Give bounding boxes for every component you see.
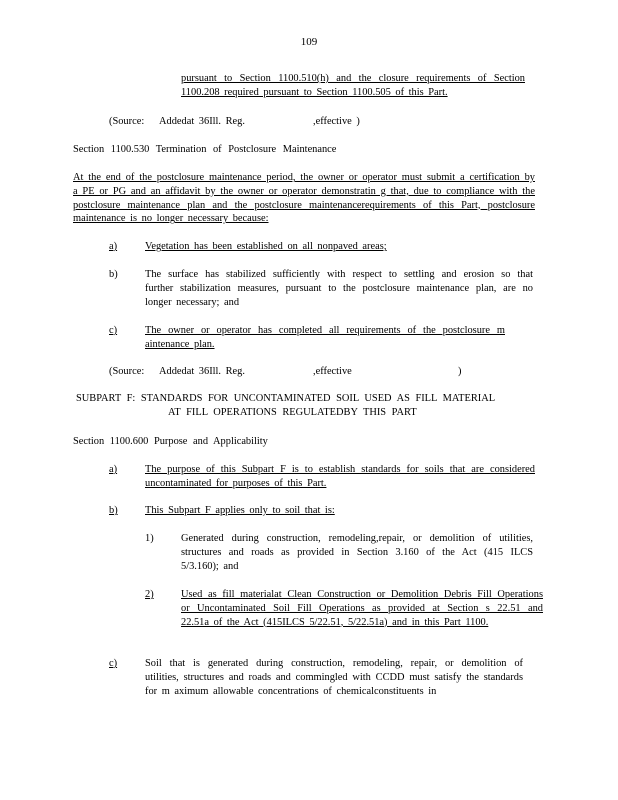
list-item-text: The surface has stabilized sufficiently with respect to settling and erosion so that further stabilization measures, pursuant to the postclosure maintenance plan, are no longer necessary; and (145, 269, 533, 308)
source-label: (Source: (109, 116, 145, 127)
source-effective: ,effective ) (313, 116, 360, 127)
list-item-text: Soil that is generated during construction, remodeling, repair, or demolition of utilities, structures and roads and commingled with CCDD must satisfy the standards for m aximum allowable concentrations of chemicalconstituents in (145, 658, 523, 697)
list-item-label: b) (109, 505, 118, 516)
subpart-heading-line2: AT FILL OPERATIONS REGULATEDBY THIS PART (168, 407, 417, 418)
list-item-label: a) (109, 241, 118, 252)
continued-paragraph: pursuant to Section 1100.510(h) and the closure requirements of Section 1100.208 required pursuant to Section 1100.505 of this Part. (181, 73, 525, 98)
source-note (109, 115, 144, 129)
source-label: (Source: (109, 366, 145, 377)
source-added: Addedat 36Ill. Reg. (159, 366, 245, 377)
list-item-label: b) (109, 269, 118, 280)
sub-item-label: 1) (145, 533, 154, 544)
list-item-label: a) (109, 464, 118, 475)
source-close: ) (458, 366, 462, 377)
page-number: 109 (300, 36, 318, 48)
source-effective: ,effective (313, 366, 352, 377)
list-item-text: This Subpart F applies only to soil that is: (145, 505, 335, 516)
section-heading: Section 1100.530 Termination of Postclosure Maintenance (73, 144, 337, 155)
source-added: Addedat 36Ill. Reg. (159, 116, 245, 127)
sub-item-label: 2) (145, 589, 154, 600)
section-intro-paragraph: At the end of the postclosure maintenance period, the owner or operator must submit a certification by a PE or PG and an affidavit by the owner or operator demonstratin g that, due to compliance with the postclosure maintenance plan and the postclosure maintenancerequirements of this Part, postclosure maintenance is no longer necessary because: (73, 172, 535, 225)
list-item-text: The purpose of this Subpart F is to establish standards for soils that are considered uncontaminated for purposes of this Part. (145, 464, 535, 489)
list-item-text: The owner or operator has completed all requirements of the postclosure m aintenance plan. (145, 325, 505, 350)
list-item-label: c) (109, 325, 118, 336)
subpart-heading-line1: SUBPART F: STANDARDS FOR UNCONTAMINATED SOIL USED AS FILL MATERIAL (76, 393, 496, 404)
sub-item-text: Generated during construction, remodeling,repair, or demolition of utilities, structures and roads as provided in Section 3.160 of the Act (415 ILCS 5/3.160); and (181, 533, 533, 572)
section-heading: Section 1100.600 Purpose and Applicability (73, 436, 268, 447)
list-item-text: Vegetation has been established on all nonpaved areas; (145, 241, 387, 252)
list-item-label: c) (109, 658, 118, 669)
sub-item-text: Used as fill materialat Clean Construction or Demolition Debris Fill Operations or Uncontaminated Soil Fill Operations as provided at Section s 22.51 and 22.51a of the Act (415ILCS 5/22.51, 5/22.51a) and in this Part 1100. (181, 589, 543, 628)
